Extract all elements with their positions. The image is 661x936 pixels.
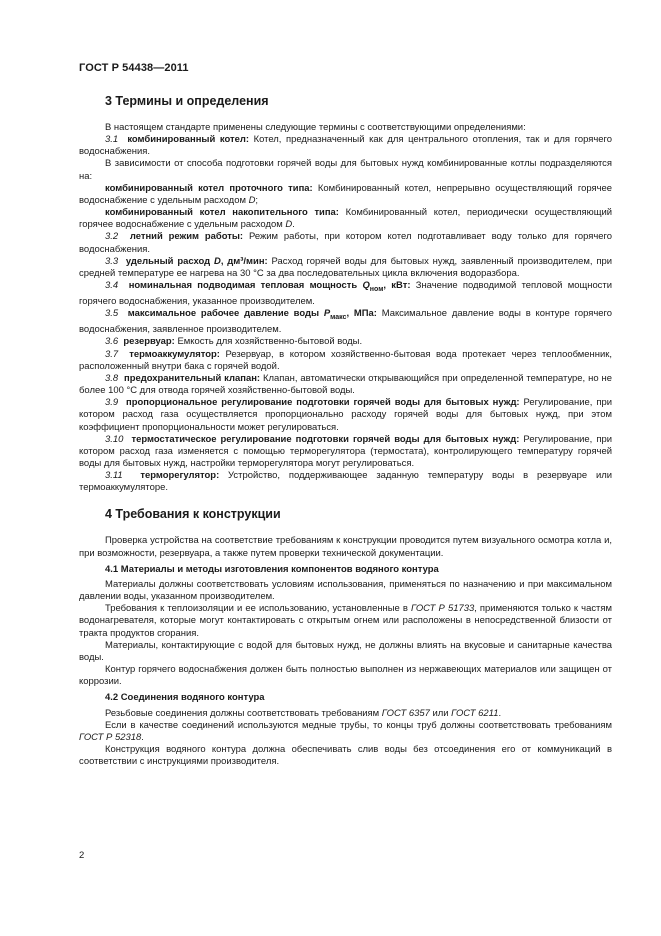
page-number: 2 <box>79 850 85 861</box>
term-3-6: 3.6 резервуар: Емкость для хозяйственно-бытовой воды. <box>105 336 363 348</box>
term-3-3: 3.3 удельный расход D, дм³/мин: Расход горячей воды для бытовых нужд, заявленный производителем, при средней температуре ее нагрева на 30 °С за два последовательных цикла включения водоразбора. <box>79 255 613 279</box>
term-3-7: 3.7 термоаккумулятор: Резервуар, в котором хозяйственно-бытовая вода протекает через теплообменник, расположенный внутри бака с горячей водой. <box>79 348 612 372</box>
section-4-intro: Проверка устройства на соответствие требованиям к конструкции проводится путем визуального осмотра котла и, при возможности, резервуара, а также путем проверки технической документации. <box>79 535 612 559</box>
term-3-8: 3.8 предохранительный клапан: Клапан, автоматически открывающийся при определенной температуре, но не более 100 °С для отвода горячей хозяйственно-бытовой воды. <box>79 372 612 397</box>
paragraph-4-1-1: Материалы должны соответствовать условиям использования, применяться по назначению и при максимальном давлении воды, указанном производителем. <box>79 578 612 603</box>
paragraph-4-1-3: Материалы, контактирующие с водой для бытовых нужд, не должны влиять на вкусовые и санитарные качества воды. <box>79 639 612 663</box>
paragraph-4-2-3: Конструкция водяного контура должна обеспечивать слив воды без отсоединения его от коммуникаций в соответствии с инструкциями производителя. <box>79 743 612 768</box>
term-3-11: 3.11 терморегулятор: Устройство, поддерживающее заданную температуру воды в резервуаре или термоаккумуляторе. <box>79 470 613 494</box>
document-header: ГОСТ Р 54438—2011 <box>79 62 189 74</box>
section-3-heading: 3 Термины и определения <box>105 94 269 108</box>
subsection-4-1-heading: 4.1 Материалы и методы изготовления компонентов водяного контура <box>105 563 439 575</box>
term-3-10: 3.10 термостатическое регулирование подготовки горячей воды для бытовых нужд: Регулирование, при котором расход газа изменяется с помощью терморегулятора (термостата), контролирующего температуру горячей воды для бытовых нужд, настройки терморегулятора могут регулироваться. <box>79 433 612 469</box>
document-body <box>79 88 612 768</box>
term-3-4: 3.4 номинальная подводимая тепловая мощность $Q_{ном}$, кВт: Значение подводимой тепловой мощности горячего водоснабжения, указанное производителем. <box>79 280 612 308</box>
term-storage-boiler: комбинированный котел накопительного типа: Комбинированный котел, периодически осуществляющий горячее водоснабжение с удельным расходом D. <box>79 207 613 231</box>
term-3-1: 3.1 комбинированный котел: Котел, предназначенный как для центрального отопления, так и для горячего водоснабжения. <box>79 134 612 158</box>
subdivision-text: В зависимости от способа подготовки горячей воды для бытовых нужд комбинированные котлы подразделяются на: <box>79 158 612 182</box>
term-3-5: 3.5 максимальное рабочее давление воды $P_{макс}$, МПа: Максимальное давление воды в контуре горячего водоснабжения, заявленное производителем. <box>79 308 612 336</box>
paragraph-4-2-2: Если в качестве соединений используются медные трубы, то концы труб должны соответствовать требованиям ГОСТ Р 52318. <box>79 719 612 743</box>
term-3-2: 3.2 летний режим работы: Режим работы, при котором котел подготавливает воду только для горячего водоснабжения. <box>79 231 613 255</box>
paragraph-4-1-2: Требования к теплоизоляции и ее использованию, установленные в ГОСТ Р 51733, применяются только к частям водонагревателя, которые могут контактировать с открытым огнем или расположены в непосредственной близости от тракта продуктов сгорания. <box>79 603 612 639</box>
section-3-intro: В настоящем стандарте применены следующие термины с соответствующими определениями: <box>105 122 526 133</box>
term-flow-boiler: комбинированный котел проточного типа: Комбинированный котел, непрерывно осуществляющий горячее водоснабжение с удельным расходом D; <box>79 182 613 206</box>
paragraph-4-1-4: Контур горячего водоснабжения должен быть полностью выполнен из нержавеющих материалов или защищен от коррозии. <box>79 664 612 688</box>
term-3-9: 3.9 пропорциональное регулирование подготовки горячей воды для бытовых нужд: Регулирование, при котором расход газа осуществляется пропорционально расходу горячей воды для бытовых нужд, при этом коэффициент пропорциональности может регулироваться. <box>79 397 612 433</box>
paragraph-4-2-1: Резьбовые соединения должны соответствовать требованиям ГОСТ 6357 или ГОСТ 6211. <box>105 707 502 719</box>
section-4-heading: 4 Требования к конструкции <box>105 507 281 522</box>
subsection-4-2-heading: 4.2 Соединения водяного контура <box>105 692 265 704</box>
